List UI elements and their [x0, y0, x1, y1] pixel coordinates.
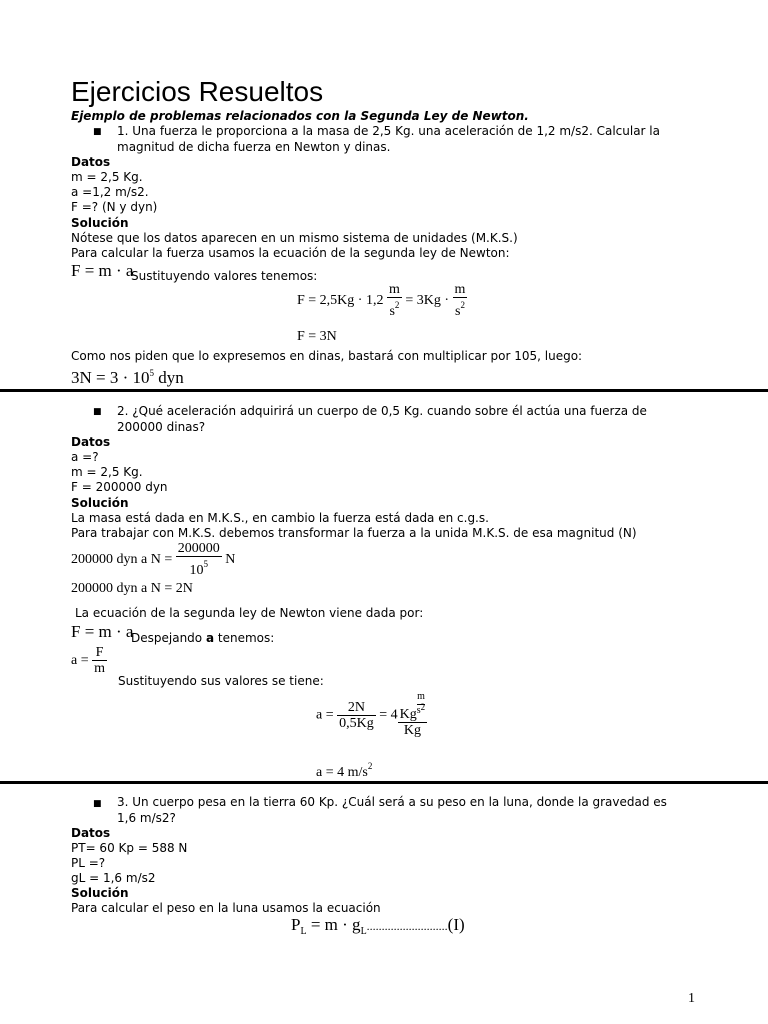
bullet-icon: ■ [93, 407, 102, 417]
dato-item: gL = 1,6 m/s2 [71, 871, 156, 885]
equation-weight-moon: $P_L = m \cdot g_L...........................(I)$ [291, 915, 465, 937]
dato-item: F = 200000 dyn [71, 480, 168, 494]
solution-text: Despejando a tenemos: [131, 631, 275, 645]
dato-item: m = 2,5 Kg. [71, 170, 143, 184]
equation-result: F = 3N [297, 329, 337, 344]
solucion-heading: Solución [71, 216, 129, 230]
datos-heading: Datos [71, 155, 111, 169]
equation-dinas: $3N = 3 \cdot 10^5$ dyn [71, 368, 184, 387]
newton-formula: F = m · a [71, 261, 134, 280]
equation-substitution: F = 2,5Kg · 1,2 $\frac{m}{s^2}$ = 3Kg · $\frac{m}{s^2}$ [297, 282, 466, 320]
solution-text: Para calcular la fuerza usamos la ecuación de la segunda ley de Newton: [71, 246, 510, 260]
solucion-heading: Solución [71, 886, 129, 900]
newton-formula: F = m · a [71, 622, 134, 641]
solution-text: Sustituyendo valores tenemos: [131, 269, 318, 283]
equation-a-isolated: a = $\frac{F}{m}$ [71, 645, 105, 677]
equation-a-substitution: a = $\frac{2N}{0,5Kg}$ = 4 $Kg\frac{m}{s2}$ Kg [316, 691, 426, 739]
problem-2-statement-cont: 200000 dinas? [117, 420, 206, 434]
dato-item: PL =? [71, 856, 106, 870]
problem-1-statement: 1. Una fuerza le proporciona a la masa de 2,5 Kg. una aceleración de 1,2 m/s2. Calcular la [117, 124, 660, 138]
equation-conversion-result: 200000 dyn a N = 2N [71, 581, 193, 596]
dato-item: a =1,2 m/s2. [71, 185, 149, 199]
problem-3-statement: 3. Un cuerpo pesa en la tierra 60 Kp. ¿Cuál será a su peso en la luna, donde la gravedad es [117, 795, 667, 809]
solution-text: Para calcular el peso en la luna usamos la ecuación [71, 901, 381, 915]
solution-text: Como nos piden que lo expresemos en dinas, bastará con multiplicar por 105, luego: [71, 349, 583, 363]
solution-text: Para trabajar con M.K.S. debemos transformar la fuerza a la unida M.K.S. de esa magnitud (N) [71, 526, 637, 540]
page-number: 1 [688, 991, 695, 1006]
bullet-icon: ■ [93, 799, 102, 809]
equation-conversion: 200000 dyn a N = $\frac{200000}{10^5}$ N [71, 541, 236, 579]
dato-item: F =? (N y dyn) [71, 200, 158, 214]
problem-1-statement-cont: magnitud de dicha fuerza en Newton y dinas. [117, 140, 391, 154]
equation-a-result: a = 4 $m/s^2$ [316, 761, 373, 780]
problem-2-statement: 2. ¿Qué aceleración adquirirá un cuerpo de 0,5 Kg. cuando sobre él actúa una fuerza de [117, 404, 647, 418]
page-title: Ejercicios Resueltos [71, 76, 324, 107]
document-subtitle: Ejemplo de problemas relacionados con la Segunda Ley de Newton. [71, 109, 529, 123]
dato-item: PT= 60 Kp = 588 N [71, 841, 188, 855]
bullet-icon: ■ [93, 127, 102, 137]
solution-text: Sustituyendo sus valores se tiene: [118, 674, 324, 688]
solucion-heading: Solución [71, 496, 129, 510]
datos-heading: Datos [71, 826, 111, 840]
solution-text: La masa está dada en M.K.S., en cambio la fuerza está dada en c.g.s. [71, 511, 489, 525]
datos-heading: Datos [71, 435, 111, 449]
dato-item: a =? [71, 450, 99, 464]
section-divider [0, 781, 768, 784]
section-divider [0, 389, 768, 392]
solution-text: La ecuación de la segunda ley de Newton viene dada por: [75, 606, 424, 620]
problem-3-statement-cont: 1,6 m/s2? [117, 811, 176, 825]
solution-text: Nótese que los datos aparecen en un mismo sistema de unidades (M.K.S.) [71, 231, 518, 245]
dato-item: m = 2,5 Kg. [71, 465, 143, 479]
